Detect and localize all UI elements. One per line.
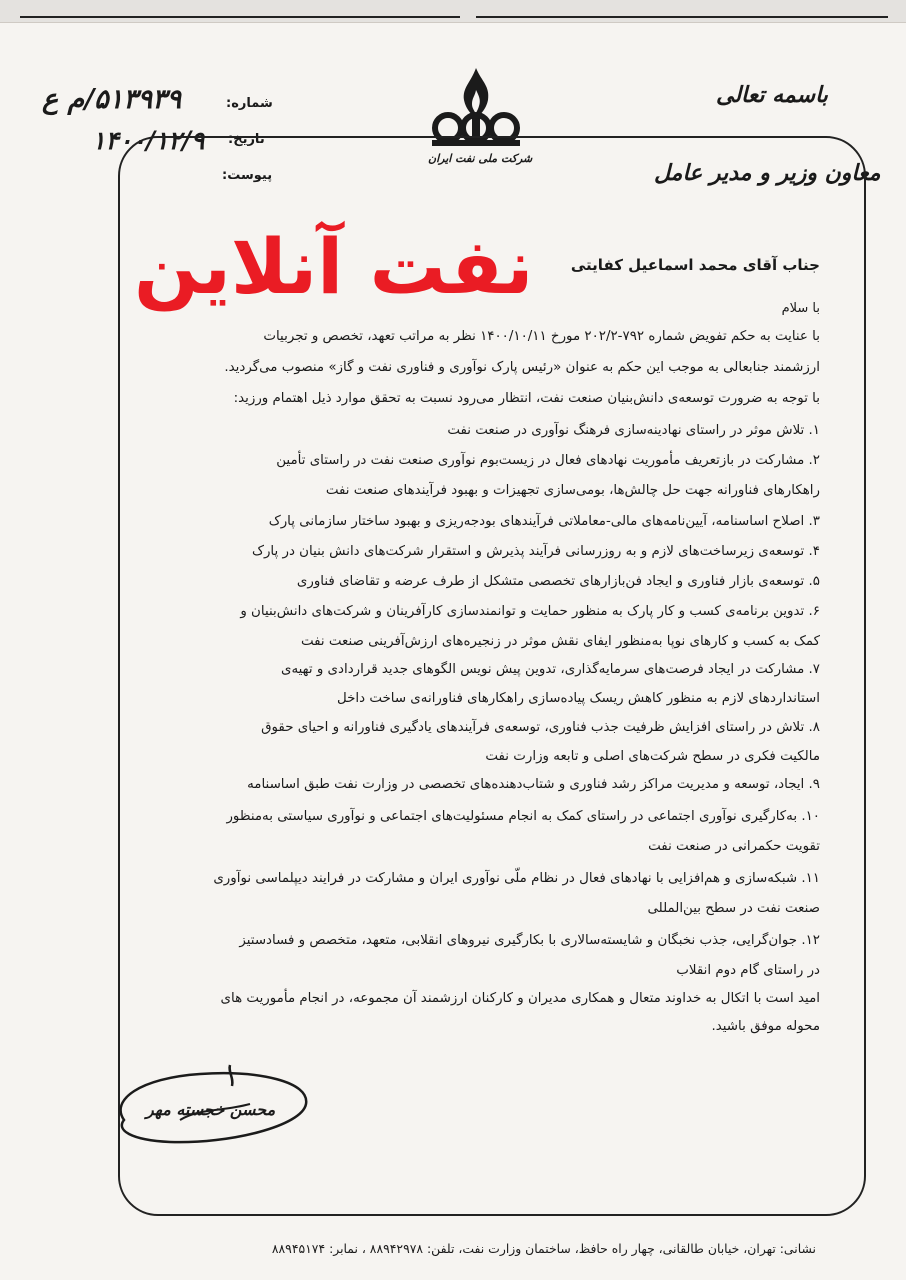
header-rule-right: [476, 16, 888, 18]
signature: [110, 1060, 320, 1155]
watermark-text: نفت آنلاین: [134, 222, 534, 311]
invocation-heading: باسمه تعالی: [716, 82, 828, 108]
list-item-12: ۱۲. جوان‌گرایی، جذب نخبگان و شایسته‌سالاری با بکارگیری نیروهای انقلابی، متعهد، متخصص و فسادستیز: [239, 933, 820, 948]
header-rule-left: [20, 16, 460, 18]
list-item-5: ۵. توسعه‌ی بازار فناوری و ایجاد فن‌بازارهای تخصصی متشکل از طرف عرضه و تقاضای فناوری: [296, 574, 820, 589]
letter-date-value: ۱۴۰۰/۱۲/۹: [92, 126, 205, 155]
list-item-7-cont: استانداردهای لازم به منظور کاهش ریسک پیاده‌سازی راهکارهای فناورانه‌ی ساخت داخل: [336, 691, 820, 706]
list-item-3: ۳. اصلاح اساسنامه، آیین‌نامه‌های مالی-معاملاتی فرآیندهای بودجه‌ریزی و بهبود ساختار سازمانی پارک: [268, 514, 820, 529]
list-item-2: ۲. مشارکت در بازتعریف مأموریت نهادهای فعال در زیست‌بوم نوآوری صنعت نفت در راستای تأمین: [276, 453, 820, 468]
list-item-10-cont: تقویت حکمرانی در صنعت نفت: [648, 839, 820, 854]
list-item-2-cont: راهکارهای فناورانه جهت حل چالش‌ها، بومی‌سازی تجهیزات و بهبود فرآیندهای صنعت نفت: [325, 483, 820, 498]
greeting: با سلام: [781, 301, 820, 316]
attachment-label: پیوست:: [222, 168, 273, 183]
letter-number-label: شماره:: [226, 96, 273, 111]
footer-address: نشانی: تهران، خیابان طالقانی، چهار راه حافظ، ساختمان وزارت نفت، تلفن: ۸۸۹۴۲۹۷۸ ، نمابر: ۸۸۹۴۵۱۷۴: [271, 1241, 816, 1256]
intro-line-1: با عنایت به حکم تفویض شماره ۷۹۲-۲۰۲/۲ مورخ ۱۴۰۰/۱۰/۱۱ نظر به مراتب تعهد، تخصص و تجربیات: [263, 329, 820, 344]
list-item-8-cont: مالکیت فکری در سطح شرکت‌های اصلی و تابعه وزارت نفت: [485, 749, 820, 764]
list-item-6: ۶. تدوین برنامه‌ی کسب و کار پارک به منظور حمایت و توانمندسازی کارآفرینان و شرکت‌های دانش‌بنیان و: [240, 604, 820, 619]
list-item-1: ۱. تلاش موثر در راستای نهادینه‌سازی فرهنگ نوآوری در صنعت نفت: [447, 423, 820, 438]
list-item-11-cont: صنعت نفت در سطح بین‌المللی: [647, 901, 820, 916]
list-item-7: ۷. مشارکت در ایجاد فرصت‌های سرمایه‌گذاری، تدوین پیش نویس الگوهای جدید قراردادی و تهیه‌ی: [280, 662, 820, 677]
sender-title: معاون وزیر و مدیر عامل: [654, 160, 881, 186]
paper-top-edge: [0, 0, 906, 23]
list-item-4: ۴. توسعه‌ی زیرساخت‌های لازم و به روزرسانی فرآیند پذیرش و استقرار شرکت‌های دانش بنیان در پارک: [251, 544, 820, 559]
list-item-10: ۱۰. به‌کارگیری نوآوری اجتماعی در راستای کمک به انجام مسئولیت‌های اجتماعی و نوآوری سیاستی به‌منظور: [226, 809, 820, 824]
list-item-8: ۸. تلاش در راستای افزایش ظرفیت جذب فناوری، توسعه‌ی فرآیندهای یادگیری فناورانه و احیای حقوق: [261, 720, 820, 735]
letter-number-value: ۵۱۳۹۳۹/م ع: [42, 84, 182, 115]
signature-name: محسن خجسته مهر: [146, 1100, 276, 1119]
list-item-11: ۱۱. شبکه‌سازی و هم‌افزایی با نهادهای فعال در نظام ملّی نوآوری ایران و مشارکت در فرایند دیپلماسی نوآوری: [213, 871, 820, 886]
letter-date-label: تاریخ:: [228, 132, 265, 147]
intro-line-3: با توجه به ضرورت توسعه‌ی دانش‌بنیان صنعت نفت، انتظار می‌رود نسبت به تحقق موارد ذیل اهتمام ورزید:: [233, 391, 820, 406]
closing-line-1: امید است با اتکال به خداوند متعال و همکاری مدیران و کارکنان ارزشمند آن مجموعه، در انجام مأموریت های: [220, 991, 820, 1006]
list-item-12-cont: در راستای گام دوم انقلاب: [676, 963, 820, 978]
intro-line-2: ارزشمند جنابعالی به موجب این حکم به عنوان «رئیس پارک نوآوری و فناوری نفت و گاز» منصوب می‌گردید.: [224, 360, 820, 375]
addressee: جناب آقای محمد اسماعیل کفایتی: [570, 256, 820, 274]
list-item-6-cont: کمک به کسب و کارهای نوپا به‌منظور ایفای نقش موثر در زنجیره‌های ارزش‌آفرینی صنعت نفت: [300, 634, 820, 649]
list-item-9: ۹. ایجاد، توسعه و مدیریت مراکز رشد فناوری و شتاب‌دهنده‌های تخصصی در وزارت نفت طبق اساسنامه: [247, 777, 820, 792]
closing-line-2: محوله موفق باشید.: [711, 1019, 820, 1034]
company-name: شرکت ملی نفت ایران: [428, 152, 533, 165]
